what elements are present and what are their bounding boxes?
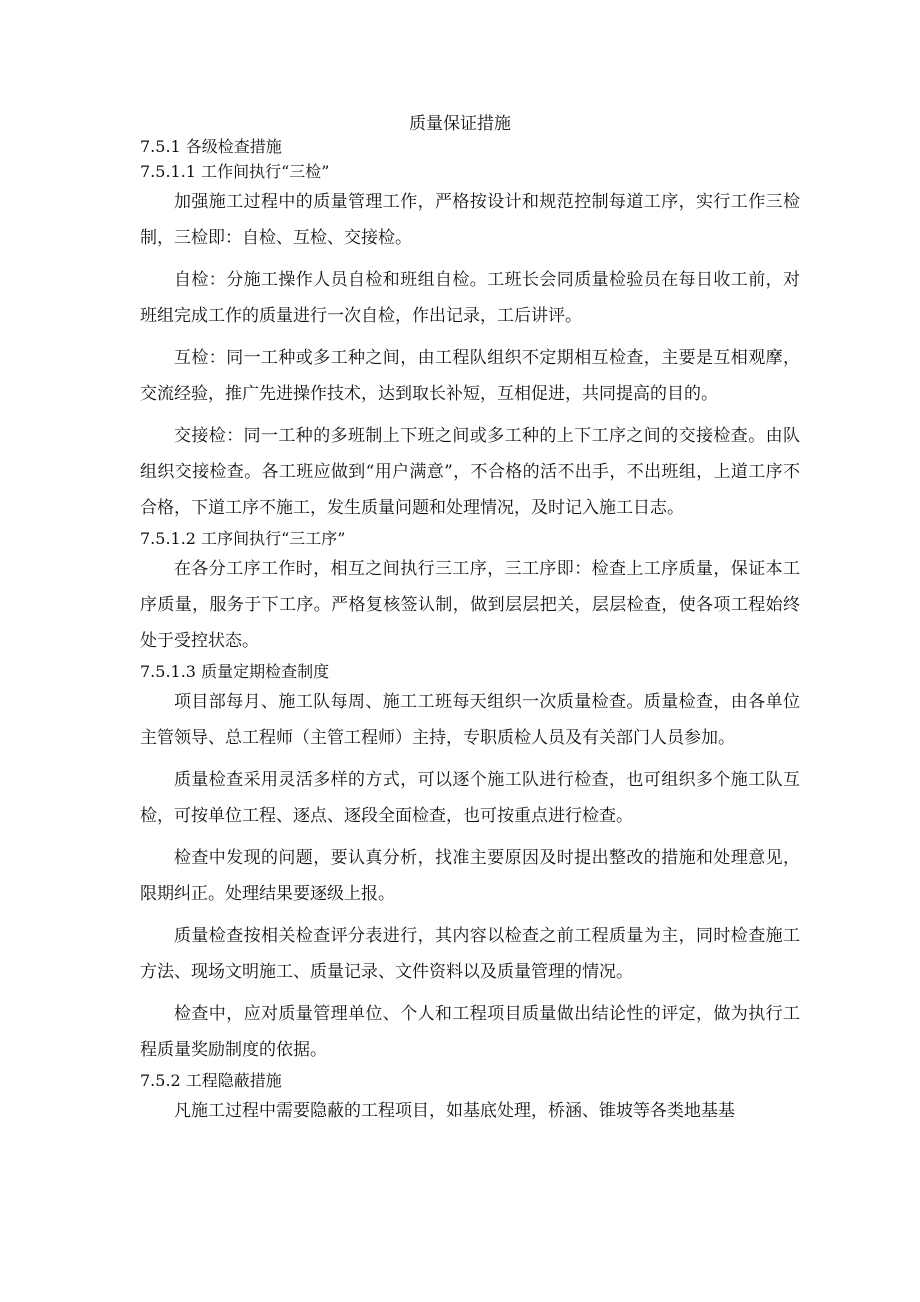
paragraph: 检查中发现的问题，要认真分析，找准主要原因及时提出整改的措施和处理意见，限期纠正。处理结果要逐级上报。 bbox=[140, 848, 800, 904]
document-title: 质量保证措施 bbox=[409, 114, 511, 134]
paragraph: 加强施工过程中的质量管理工作，严格按设计和规范控制每道工序，实行工作三检制，三检即：自检、互检、交接检。 bbox=[140, 192, 800, 248]
paragraph: 项目部每月、施工队每周、施工工班每天组织一次质量检查。质量检查，由各单位主管领导、总工程师（主管工程师）主持，专职质检人员及有关部门人员参加。 bbox=[140, 692, 800, 748]
paragraph: 质量检查采用灵活多样的方式，可以逐个施工队进行检查，也可组织多个施工队互检，可按单位工程、逐点、逐段全面检查，也可按重点进行检查。 bbox=[140, 770, 800, 826]
paragraph: 自检：分施工操作人员自检和班组自检。工班长会同质量检验员在每日收工前，对班组完成工作的质量进行一次自检，作出记录，工后讲评。 bbox=[140, 270, 800, 326]
section-heading-7-5-1: 7.5.1 各级检查措施 bbox=[140, 137, 282, 156]
paragraph: 交接检：同一工种的多班制上下班之间或多工种的上下工序之间的交接检查。由队组织交接检查。各工班应做到“用户满意”，不合格的活不出手，不出班组，上道工序不合格，下道工序不施工，发生质量问题和处理情况，及时记入施工日志。 bbox=[140, 426, 800, 518]
section-heading-7-5-1-3: 7.5.1.3 质量定期检查制度 bbox=[140, 662, 330, 681]
paragraph: 检查中，应对质量管理单位、个人和工程项目质量做出结论性的评定，做为执行工程质量奖励制度的依据。 bbox=[140, 1004, 800, 1060]
section-heading-7-5-1-1: 7.5.1.1 工作间执行“三检” bbox=[140, 162, 330, 181]
paragraph: 在各分工序工作时，相互之间执行三工序，三工序即：检查上工序质量，保证本工序质量，服务于下工序。严格复核签认制，做到层层把关，层层检查，使各项工程始终处于受控状态。 bbox=[140, 559, 800, 651]
section-heading-7-5-1-2: 7.5.1.2 工序间执行“三工序” bbox=[140, 529, 346, 548]
paragraph: 凡施工过程中需要隐蔽的工程项目，如基底处理，桥涵、锥坡等各类地基基 bbox=[174, 1101, 735, 1121]
document-body bbox=[140, 134, 800, 1129]
paragraph: 互检：同一工种或多工种之间，由工程队组织不定期相互检查，主要是互相观摩，交流经验，推广先进操作技术，达到取长补短，互相促进，共同提高的目的。 bbox=[140, 348, 800, 404]
paragraph: 质量检查按相关检查评分表进行，其内容以检查之前工程质量为主，同时检查施工方法、现场文明施工、质量记录、文件资料以及质量管理的情况。 bbox=[140, 926, 800, 982]
section-heading-7-5-2: 7.5.2 工程隐蔽措施 bbox=[140, 1071, 282, 1090]
